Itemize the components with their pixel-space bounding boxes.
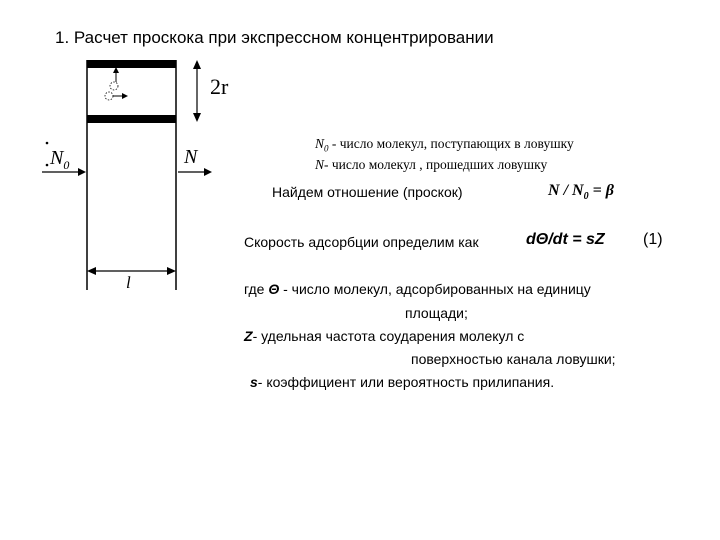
theta-definition-cont: площади; — [405, 305, 468, 321]
n0-definition: $N_0$ - число молекул, поступающих в ловушку — [315, 136, 574, 154]
label-l: l — [126, 273, 131, 292]
ratio-text: Найдем отношение (проскок) — [272, 184, 463, 200]
label-2r: 2r — [210, 74, 229, 99]
length-l-arrow — [87, 267, 176, 275]
label-n0: $N_0$ — [50, 147, 70, 172]
ratio-formula: $N / N_0 = \beta$ — [548, 182, 614, 203]
n-outgoing-arrow — [178, 168, 212, 176]
n-definition: N- число молекул , прошедших ловушку — [315, 157, 548, 172]
label-n: N — [184, 146, 198, 168]
theta-definition: где Θ - число молекул, адсорбированных на единицу — [244, 281, 591, 297]
equation-number: (1) — [643, 231, 663, 248]
dimension-2r-arrow — [193, 60, 201, 122]
slide-title: 1. Расчет проскока при экспрессном концентрировании — [55, 28, 494, 47]
bullet-dot — [46, 142, 49, 145]
molecule-icon — [105, 67, 128, 100]
trap-top-wall — [87, 60, 176, 68]
s-definition: s- коэффициент или вероятность прилипания. — [250, 374, 555, 390]
trap-inner-wall — [87, 115, 176, 123]
bullet-dot — [46, 164, 49, 167]
adsorption-formula: dΘ/dt = sZ — [526, 231, 605, 248]
z-definition-cont: поверхностью канала ловушки; — [411, 351, 616, 367]
z-definition: Z- удельная частота соударения молекул с — [244, 328, 525, 344]
adsorption-text: Скорость адсорбции определим как — [244, 234, 479, 250]
